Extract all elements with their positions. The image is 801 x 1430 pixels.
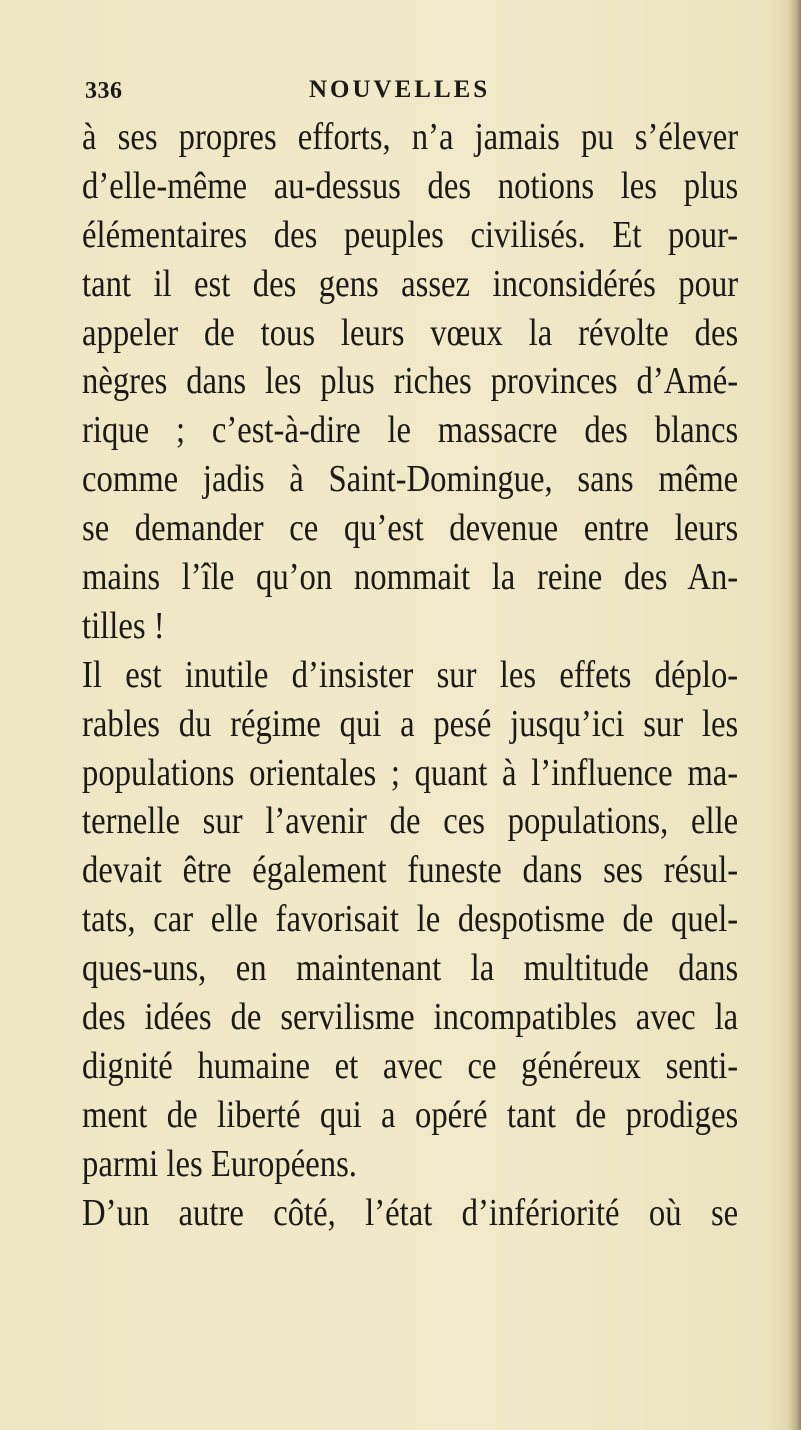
text-line: ment de liberté qui a opéré tant de prodiges — [82, 1093, 739, 1136]
text-line: D’un autre côté, l’état d’infériorité où se — [82, 1191, 739, 1234]
text-line: d’elle-même au-dessus des notions les plus — [82, 164, 739, 207]
body-text — [82, 113, 742, 1237]
text-line: rique ; c’est-à-dire le massacre des blancs — [82, 409, 739, 452]
text-line: parmi les Européens. — [82, 1142, 357, 1185]
text-line: appeler de tous leurs vœux la révolte des — [82, 311, 739, 354]
running-title: NOUVELLES — [309, 76, 491, 103]
text-line: se demander ce qu’est devenue entre leurs — [82, 507, 739, 550]
text-line: tilles ! — [82, 604, 165, 647]
text-line: ternelle sur l’avenir de ces populations, elle — [82, 800, 739, 843]
text-line: élémentaires des peuples civilisés. Et pour- — [82, 213, 739, 256]
text-line: Il est inutile d’insister sur les effets déplo- — [82, 653, 739, 696]
text-line: nègres dans les plus riches provinces d’Amé- — [82, 360, 739, 403]
text-line: comme jadis à Saint-Domingue, sans même — [82, 458, 739, 501]
text-line: rables du régime qui a pesé jusqu’ici sur les — [82, 702, 739, 745]
text-line: populations orientales ; quant à l’influence ma- — [82, 751, 739, 794]
text-line: à ses propres efforts, n’a jamais pu s’élever — [82, 116, 739, 158]
text-line: tats, car elle favorisait le despotisme de quel- — [82, 898, 739, 941]
running-head — [85, 76, 735, 112]
text-line: mains l’île qu’on nommait la reine des An- — [82, 556, 739, 599]
text-line: devait être également funeste dans ses résul- — [82, 849, 739, 892]
page-edge-shadow — [787, 0, 801, 1430]
text-line: ques-uns, en maintenant la multitude dans — [82, 947, 739, 990]
text-line: dignité humaine et avec ce généreux senti- — [82, 1044, 739, 1087]
text-line: des idées de servilisme incompatibles avec la — [82, 996, 739, 1039]
text-line: tant il est des gens assez inconsidérés pour — [82, 262, 739, 305]
page-number: 336 — [85, 78, 123, 104]
